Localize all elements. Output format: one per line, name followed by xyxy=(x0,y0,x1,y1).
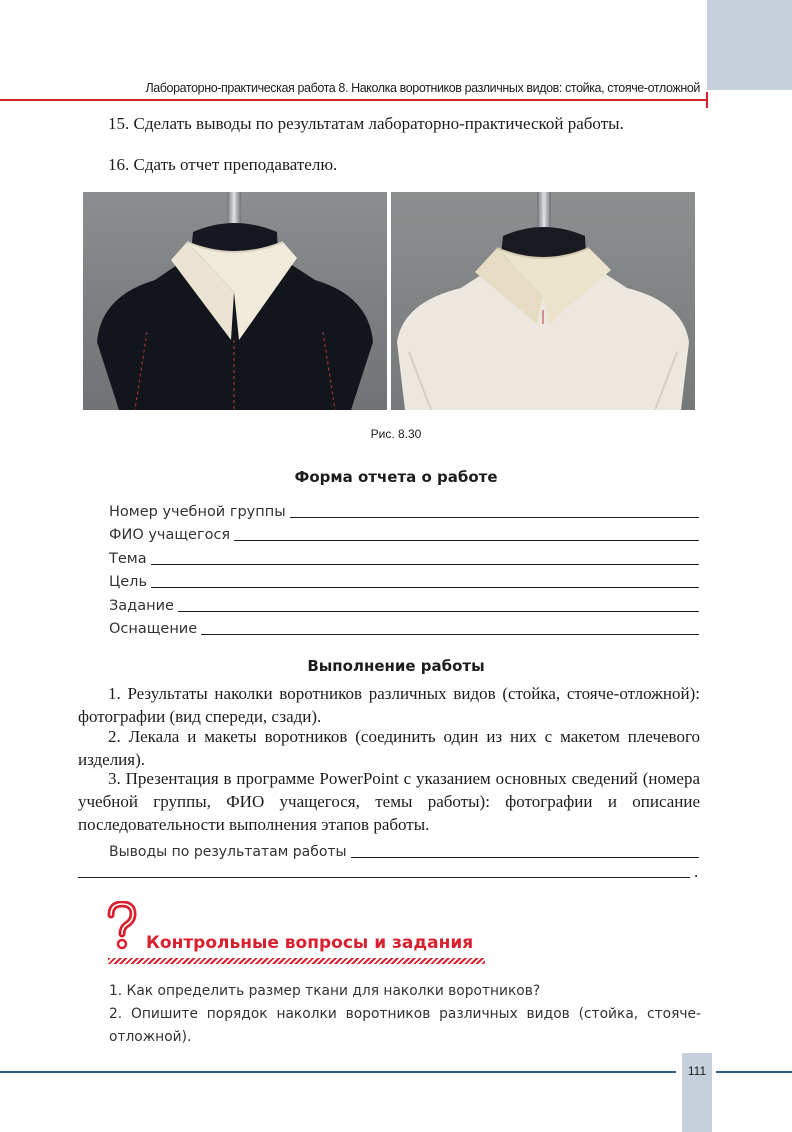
conclusions-line[interactable] xyxy=(351,839,699,858)
form-row xyxy=(109,544,699,568)
question-mark-icon xyxy=(105,901,139,956)
execution-title: Выполнение работы xyxy=(307,657,485,675)
conclusions-line-2[interactable] xyxy=(78,877,690,878)
field-label-name: ФИО учащегося xyxy=(109,527,231,543)
corner-tab xyxy=(707,0,792,90)
conclusions-period: . xyxy=(694,862,699,881)
running-head: Лабораторно-практическая работа 8. Наколка воротников различных видов: стойка, стояче-отложной xyxy=(145,81,700,95)
photo-collar-beige xyxy=(391,192,695,410)
field-line-equipment[interactable] xyxy=(201,616,699,635)
field-line-name[interactable] xyxy=(234,522,699,541)
footer-rule xyxy=(716,1071,792,1073)
execution-item-3: 3. Презентация в программе PowerPoint с указанием основных сведений (номера учебной группы, ФИО учащегося, темы работы): фотографии и описание последовательности выполнения этапов работы. xyxy=(78,769,700,834)
form-row xyxy=(109,568,699,592)
step-16: 16. Сдать отчет преподавателю. xyxy=(108,155,338,174)
execution-item-2: 2. Лекала и макеты воротников (соединить один из них с макетом плечевого изделия). xyxy=(78,727,700,769)
report-form-title: Форма отчета о работе xyxy=(294,468,498,486)
report-form xyxy=(109,497,699,638)
field-label-topic: Тема xyxy=(109,550,147,567)
step-15: 15. Сделать выводы по результатам лабораторно-практической работы. xyxy=(108,114,624,133)
field-line-topic[interactable] xyxy=(151,546,699,565)
hatched-divider xyxy=(108,958,485,964)
form-row xyxy=(109,615,699,639)
field-line-group[interactable] xyxy=(290,499,699,518)
header-tick xyxy=(706,92,708,108)
execution-item-1: 1. Результаты наколки воротников различных видов (стойка, стояче-отложной): фотографии (вид спереди, сзади). xyxy=(78,684,700,726)
field-label-equipment: Оснащение xyxy=(109,621,198,637)
field-label-task: Задание xyxy=(109,597,174,614)
footer-rule xyxy=(0,1071,676,1073)
form-row xyxy=(109,591,699,615)
conclusions-field xyxy=(109,839,699,861)
question-1: 1. Как определить размер ткани для наколки воротников? xyxy=(109,983,541,999)
photo-collar-black xyxy=(83,192,387,410)
page-number: 111 xyxy=(687,1064,707,1078)
field-label-group: Номер учебной группы xyxy=(109,503,286,520)
question-2: 2. Опишите порядок наколки воротников различных видов (стойка, стояче-отложной). xyxy=(109,1006,701,1045)
control-questions-title: Контрольные вопросы и задания xyxy=(146,933,474,953)
header-rule xyxy=(0,99,707,101)
form-row xyxy=(109,497,699,521)
conclusions-label: Выводы по результатам работы xyxy=(109,844,347,860)
field-label-goal: Цель xyxy=(109,574,147,590)
field-line-goal[interactable] xyxy=(151,569,699,588)
form-row xyxy=(109,521,699,545)
field-line-task[interactable] xyxy=(178,593,699,612)
figure-caption: Рис. 8.30 xyxy=(370,427,422,441)
